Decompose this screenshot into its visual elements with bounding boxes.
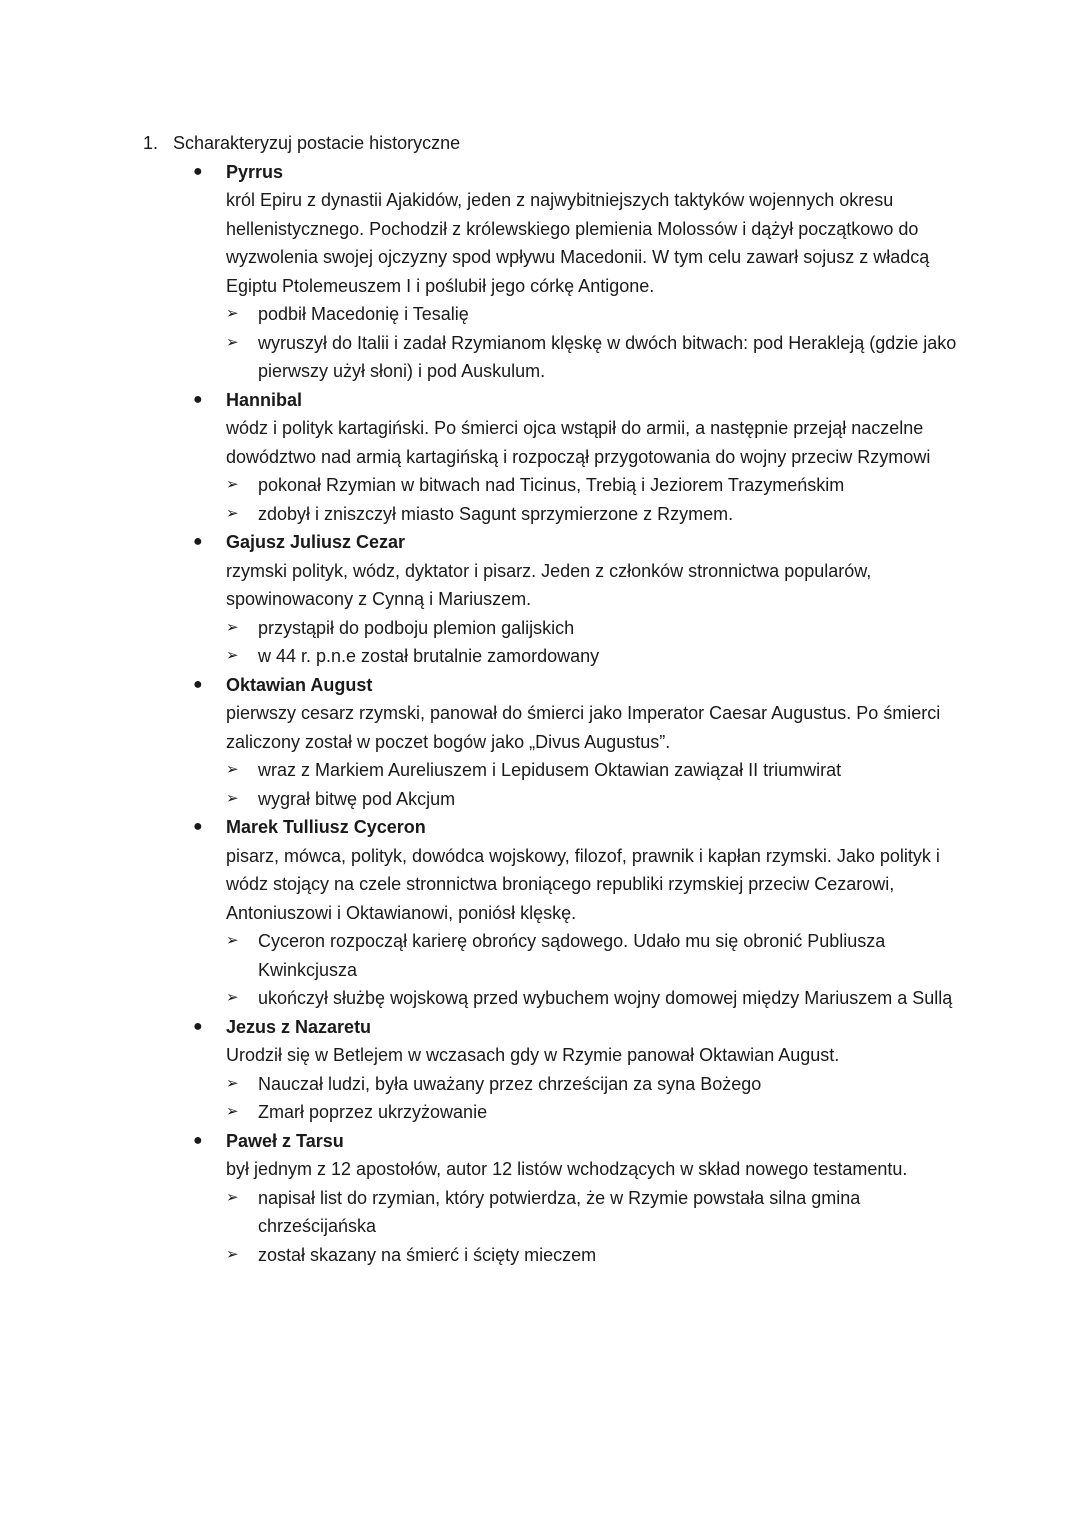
person-cezar [193, 528, 983, 671]
person-name: Hannibal [226, 389, 303, 410]
fact-item [226, 329, 983, 386]
person-description: wódz i polityk kartagiński. Po śmierci ojca wstąpił do armii, a następnie przejął naczelne dowództwo nad armią kartagińską i rozpoczął przygotowania do wojny przeciw Rzymowi [226, 418, 931, 467]
arrow-bullet-icon: ➢ [226, 789, 239, 807]
person-pyrrus [193, 158, 983, 386]
arrow-bullet-icon: ➢ [226, 1074, 239, 1092]
fact-item [226, 300, 983, 329]
fact-item [226, 1241, 983, 1270]
person-pawel [193, 1127, 983, 1270]
bullet-icon: ● [193, 162, 203, 180]
arrow-bullet-icon: ➢ [226, 1103, 239, 1120]
bullet-icon: ● [193, 675, 203, 693]
bullet-icon: ● [193, 1017, 203, 1035]
fact-text: ukończył służbę wojskową przed wybuchem wojny domowej między Mariuszem a Sullą [258, 988, 953, 1008]
task-number: 1. [143, 133, 159, 153]
fact-text: wraz z Markiem Aureliuszem i Lepidusem Oktawian zawiązał II triumwirat [258, 760, 842, 780]
fact-text: napisał list do rzymian, który potwierdza, że w Rzymie powstała silna gmina chrześcijańska [258, 1187, 861, 1236]
fact-text: Nauczał ludzi, była uważany przez chrześcijan za syna Bożego [258, 1073, 762, 1094]
fact-item [226, 785, 983, 814]
person-description: Urodził się w Betlejem w wczasach gdy w Rzymie panował Oktawian August. [226, 1045, 840, 1065]
facts-list [226, 300, 983, 386]
person-description: był jednym z 12 apostołów, autor 12 listów wchodzących w skład nowego testamentu. [226, 1159, 908, 1179]
fact-item [226, 984, 983, 1013]
arrow-bullet-icon: ➢ [226, 932, 239, 949]
fact-text: wygrał bitwę pod Akcjum [258, 788, 456, 809]
bullet-icon: ● [193, 533, 203, 550]
facts-list [226, 1184, 983, 1270]
person-name: Gajusz Juliusz Cezar [226, 532, 406, 552]
person-name: Pyrrus [226, 161, 284, 182]
arrow-bullet-icon: ➢ [226, 647, 239, 664]
fact-text: wyruszył do Italii i zadał Rzymianom klęskę w dwóch bitwach: pod Herakleją (gdzie jako pierwszy użył słoni) i pod Auskulum. [258, 332, 957, 381]
person-name: Paweł z Tarsu [226, 1130, 344, 1151]
task-heading [143, 129, 983, 158]
arrow-bullet-icon: ➢ [226, 761, 239, 778]
person-hannibal [193, 386, 983, 529]
people-list [143, 158, 983, 1270]
person-description: pierwszy cesarz rzymski, panował do śmierci jako Imperator Caesar Augustus. Po śmierci zaliczony został w poczet bogów jako „Divus Augustus”. [226, 703, 941, 752]
fact-item [226, 1184, 983, 1241]
fact-text: Cyceron rozpoczął karierę obrońcy sądowego. Udało mu się obronić Publiusza Kwinkcjusza [258, 931, 886, 980]
fact-text: został skazany na śmierć i ścięty mieczem [258, 1244, 597, 1265]
arrow-bullet-icon: ➢ [226, 989, 239, 1006]
person-name: Oktawian August [226, 674, 373, 695]
person-description: król Epiru z dynastii Ajakidów, jeden z najwybitniejszych taktyków wojennych okresu hellenistycznego. Pochodził z królewskiego plemienia Molossów i dążył początkowo do wyzwolenia swojej ojczyzny spod wpływu Macedonii. W tym celu zawarł sojusz z władcą Egiptu Ptolemeuszem I i poślubił jego córkę Antigone. [226, 190, 930, 296]
arrow-bullet-icon: ➢ [226, 1188, 239, 1206]
fact-item [226, 614, 983, 643]
fact-item [226, 500, 983, 529]
bullet-icon: ● [193, 818, 203, 835]
arrow-bullet-icon: ➢ [226, 305, 239, 322]
arrow-bullet-icon: ➢ [226, 1245, 239, 1263]
bullet-icon: ● [193, 390, 203, 408]
arrow-bullet-icon: ➢ [226, 504, 239, 522]
task-section [143, 129, 983, 1269]
bullet-icon: ● [193, 1131, 203, 1149]
facts-list [226, 1070, 983, 1127]
fact-text: podbił Macedonię i Tesalię [258, 304, 469, 324]
arrow-bullet-icon: ➢ [226, 476, 239, 493]
fact-text: zdobył i zniszczył miasto Sagunt sprzymierzone z Rzymem. [258, 503, 734, 524]
facts-list [226, 927, 983, 1013]
person-name: Marek Tulliusz Cyceron [226, 817, 426, 837]
fact-text: przystąpił do podboju plemion galijskich [258, 617, 575, 638]
fact-item [226, 642, 983, 671]
facts-list [226, 756, 983, 813]
fact-item [226, 1098, 983, 1127]
arrow-bullet-icon: ➢ [226, 333, 239, 351]
fact-item [226, 927, 983, 984]
fact-item [226, 1070, 983, 1099]
person-description: pisarz, mówca, polityk, dowódca wojskowy, filozof, prawnik i kapłan rzymski. Jako polityk i wódz stojący na czele stronnictwa broniącego republiki rzymskiej przeciw Cezarowi, Antoniuszowi i Oktawianowi, poniósł klęskę. [226, 845, 940, 923]
facts-list [226, 614, 983, 671]
person-cyceron [193, 813, 983, 1013]
fact-text: Zmarł poprzez ukrzyżowanie [258, 1102, 488, 1122]
person-name: Jezus z Nazaretu [226, 1016, 372, 1037]
person-jezus [193, 1013, 983, 1127]
arrow-bullet-icon: ➢ [226, 618, 239, 636]
person-description: rzymski polityk, wódz, dyktator i pisarz. Jeden z członków stronnictwa popularów, spowinowacony z Cynną i Mariuszem. [226, 560, 872, 609]
person-oktawian [193, 671, 983, 814]
fact-item [226, 756, 983, 785]
fact-text: w 44 r. p.n.e został brutalnie zamordowany [258, 646, 600, 666]
fact-text: pokonał Rzymian w bitwach nad Ticinus, Trebią i Jeziorem Trazymeńskim [258, 475, 845, 495]
facts-list [226, 471, 983, 528]
fact-item [226, 471, 983, 500]
task-title: Scharakteryzuj postacie historyczne [173, 133, 461, 153]
